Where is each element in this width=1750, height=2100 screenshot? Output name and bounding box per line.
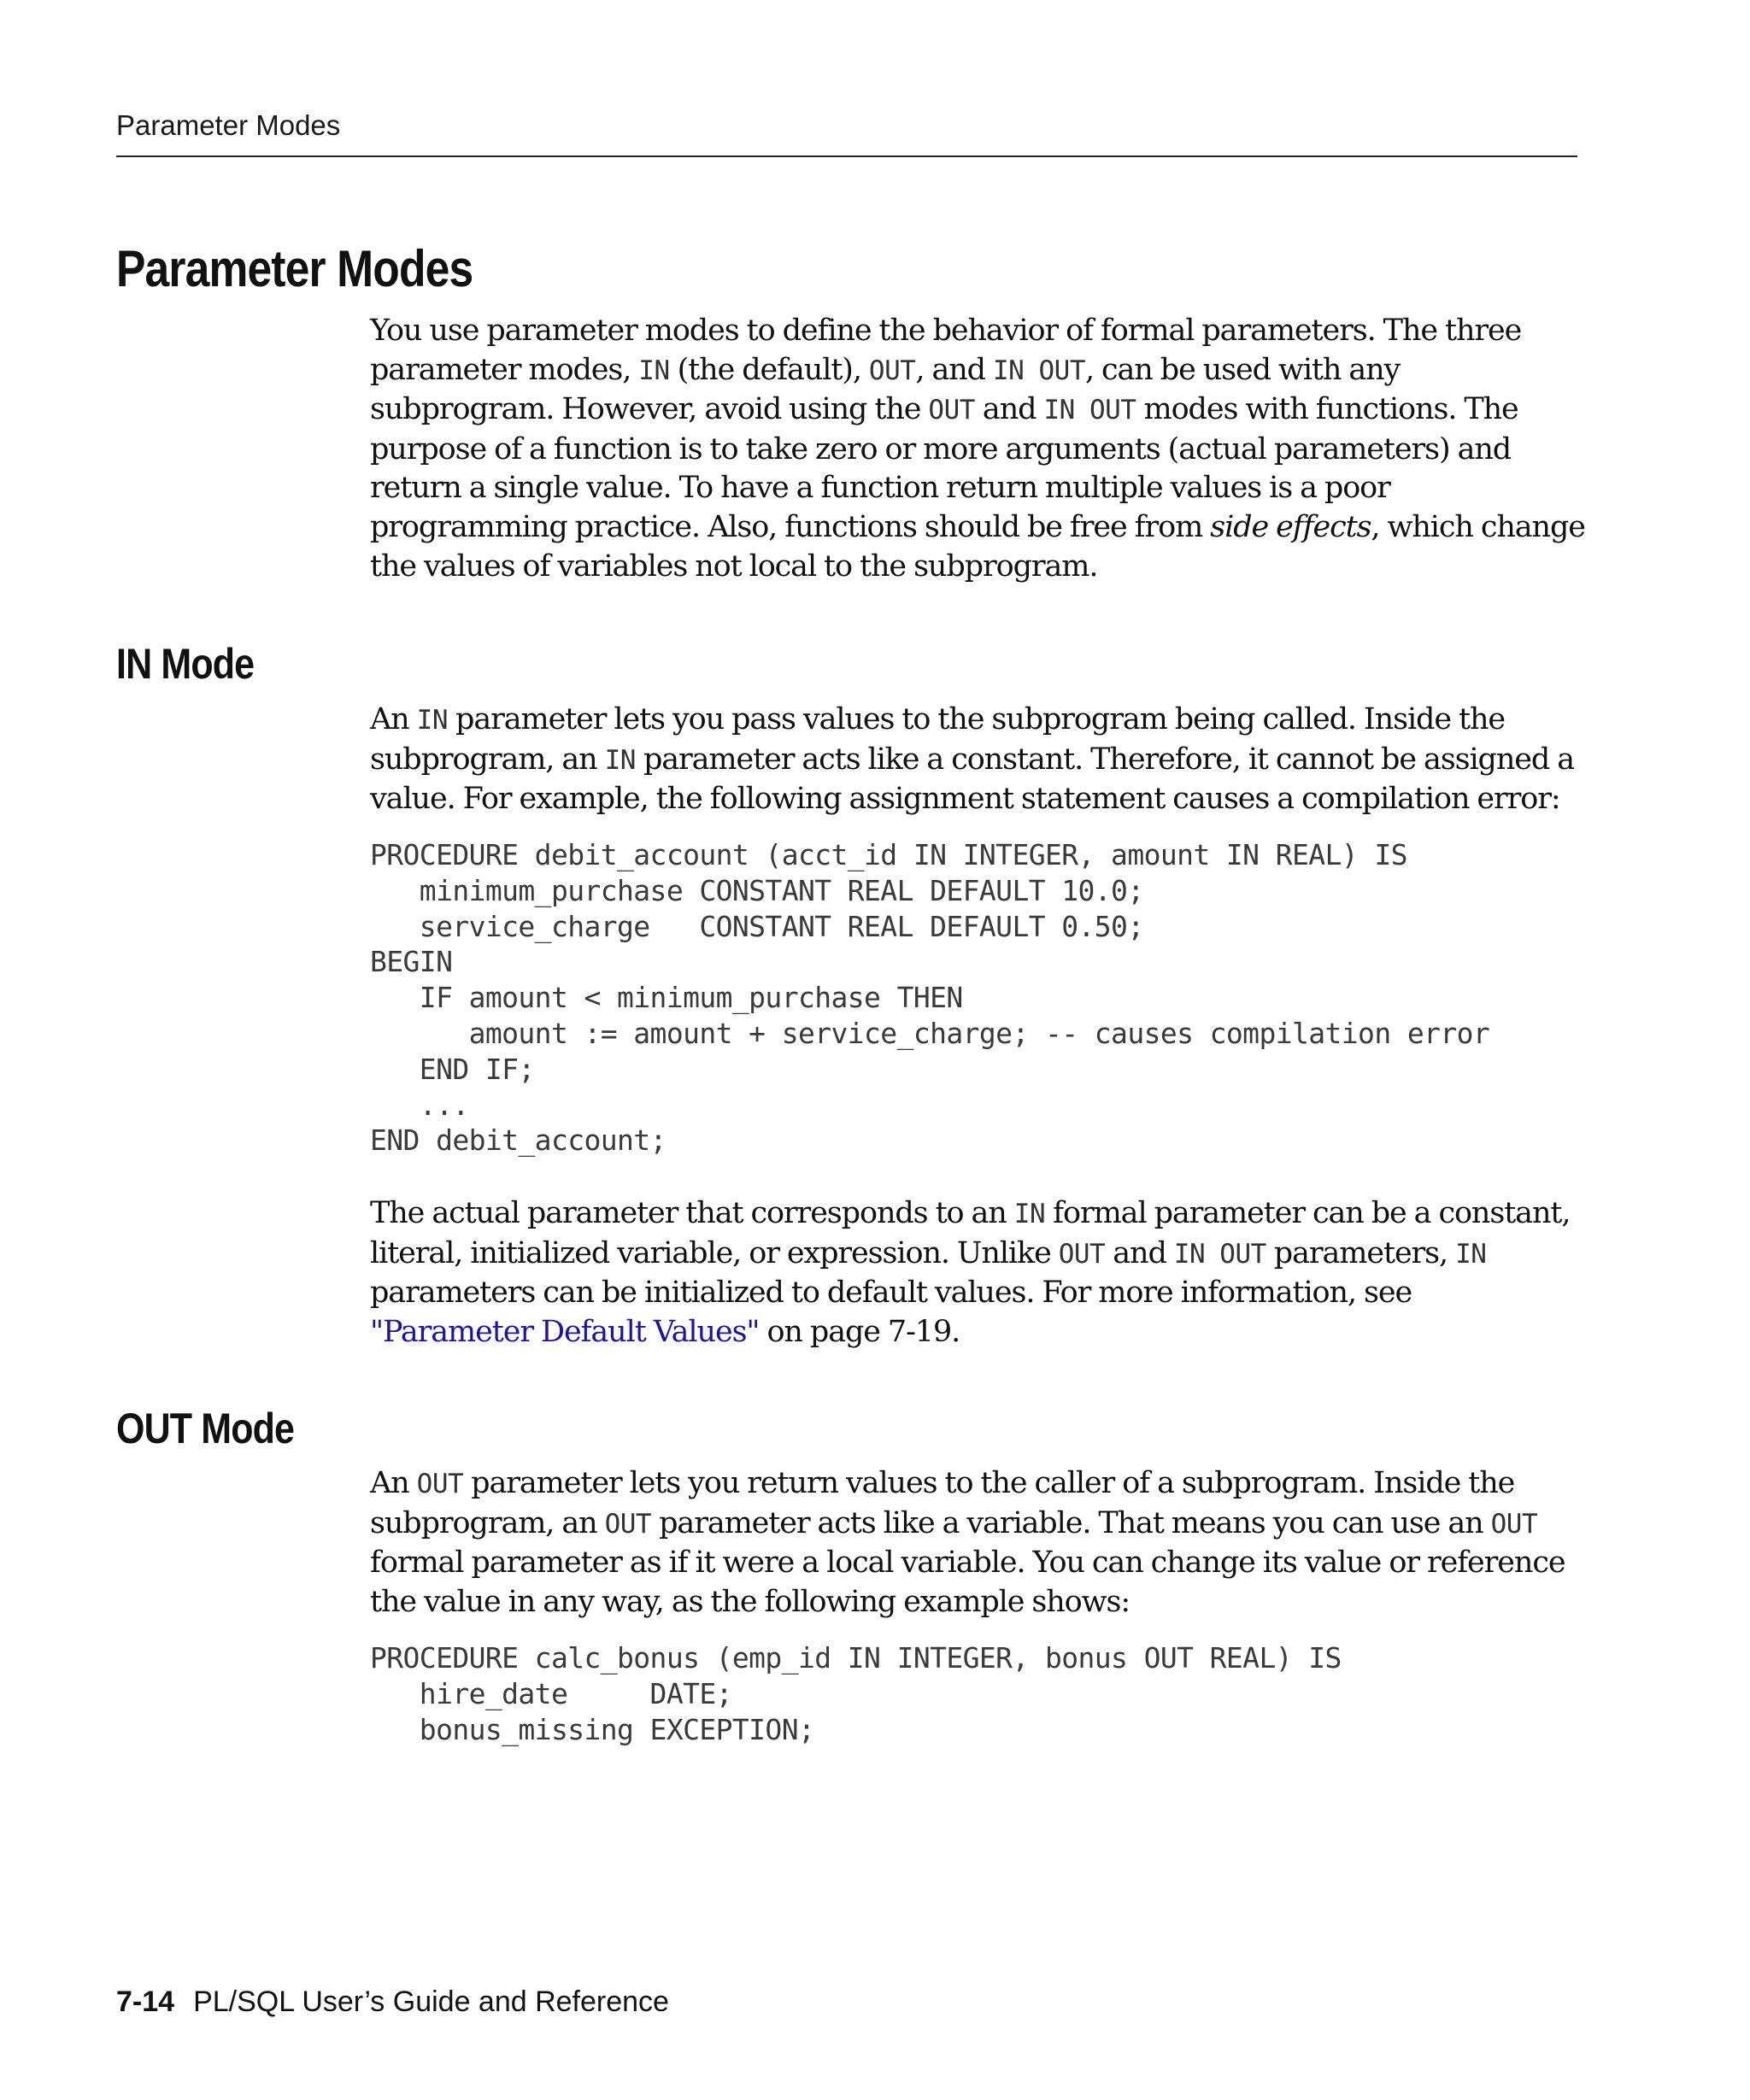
in-mode-text-2: [370, 1194, 1592, 1352]
inline-code: OUT: [604, 1508, 652, 1540]
inline-code: OUT: [1058, 1238, 1106, 1270]
emphasis-term: side effects: [1210, 509, 1371, 544]
page-title: Parameter Modes: [116, 240, 473, 297]
text-line: subprogram, an OUT parameter acts like a variable. That means you can use an OUT: [370, 1505, 1538, 1540]
calc-bonus-code: PROCEDURE calc_bonus (emp_id IN INTEGER, bonus OUT REAL) IS hire_date DATE; bonus_missing EXCEPTION;: [370, 1641, 1342, 1746]
inline-code: IN: [604, 744, 636, 776]
cross-reference-link[interactable]: "Parameter Default Values": [370, 1314, 760, 1349]
inline-code: OUT: [928, 395, 975, 426]
text-line: The actual parameter that corresponds to an IN formal parameter can be a constant,: [370, 1196, 1571, 1230]
out-mode-heading: OUT Mode: [116, 1405, 295, 1452]
text-line: the value in any way, as the following example shows:: [370, 1584, 1130, 1619]
text-line: the values of variables not local to the subprogram.: [370, 548, 1098, 584]
inline-code: IN OUT: [993, 355, 1085, 386]
inline-code: IN: [1455, 1238, 1487, 1270]
page-footer: [116, 1986, 669, 2019]
out-mode-paragraph-1: [370, 1464, 1592, 1622]
out-mode-code-example: [370, 1640, 1592, 1747]
intro-text: [370, 312, 1592, 586]
inline-code: OUT: [1490, 1508, 1538, 1540]
book-title: PL/SQL User’s Guide and Reference: [193, 1986, 669, 2018]
intro-paragraph: [370, 312, 1592, 586]
in-mode-paragraph-2: [370, 1194, 1592, 1352]
in-mode-heading: IN Mode: [116, 640, 255, 688]
text-line: parameters can be initialized to default values. For more information, see: [370, 1276, 1412, 1311]
text-line: subprogram. However, avoid using the OUT and IN OUT modes with functions. The: [370, 392, 1518, 427]
in-mode-text-1: [370, 701, 1592, 819]
page-number: 7-14: [116, 1986, 175, 2018]
inline-code: IN OUT: [1043, 395, 1136, 426]
text-line: parameter modes, IN (the default), OUT, and IN OUT, can be used with any: [370, 352, 1401, 387]
inline-code: IN OUT: [1173, 1238, 1266, 1270]
inline-code: OUT: [416, 1469, 464, 1499]
text-line: purpose of a function is to take zero or more arguments (actual parameters) and: [370, 431, 1512, 466]
inline-code: IN: [1013, 1199, 1046, 1229]
header-divider: [116, 155, 1577, 157]
debit-account-code: PROCEDURE debit_account (acct_id IN INTEGER, amount IN REAL) IS minimum_purchase CONSTANT REAL DEFAULT 10.0; service_charge CONSTANT REAL DEFAULT 0.50; BEGIN IF amount < minimum_purchase THEN amount := amount + service_charge; -- causes compilation error END IF; ... END debit_account;: [370, 838, 1490, 1158]
text-line: formal parameter as if it were a local variable. You can change its value or reference: [370, 1546, 1565, 1581]
text-line: "Parameter Default Values" on page 7-19.: [370, 1314, 960, 1349]
in-mode-code-example: [370, 837, 1592, 1159]
inline-code: IN: [416, 705, 448, 736]
out-mode-text-1: [370, 1464, 1592, 1622]
text-line: value. For example, the following assignment statement causes a compilation error:: [370, 782, 1560, 817]
in-mode-paragraph-1: [370, 701, 1592, 819]
text-line: An IN parameter lets you pass values to the subprogram being called. Inside the: [370, 702, 1506, 736]
text-line: subprogram, an IN parameter acts like a constant. Therefore, it cannot be assigned a: [370, 742, 1575, 777]
running-header: Parameter Modes: [116, 109, 341, 141]
text-line: return a single value. To have a function return multiple values is a poor: [370, 471, 1390, 506]
inline-code: OUT: [868, 355, 916, 386]
text-line: literal, initialized variable, or expression. Unlike OUT and IN OUT parameters, IN: [370, 1235, 1487, 1270]
text-line: You use parameter modes to define the behavior of formal parameters. The three: [370, 314, 1522, 348]
inline-code: IN: [638, 355, 670, 386]
text-line: programming practice. Also, functions should be free from side effects, which change: [370, 509, 1585, 544]
text-line: An OUT parameter lets you return values to the caller of a subprogram. Inside the: [370, 1466, 1515, 1500]
